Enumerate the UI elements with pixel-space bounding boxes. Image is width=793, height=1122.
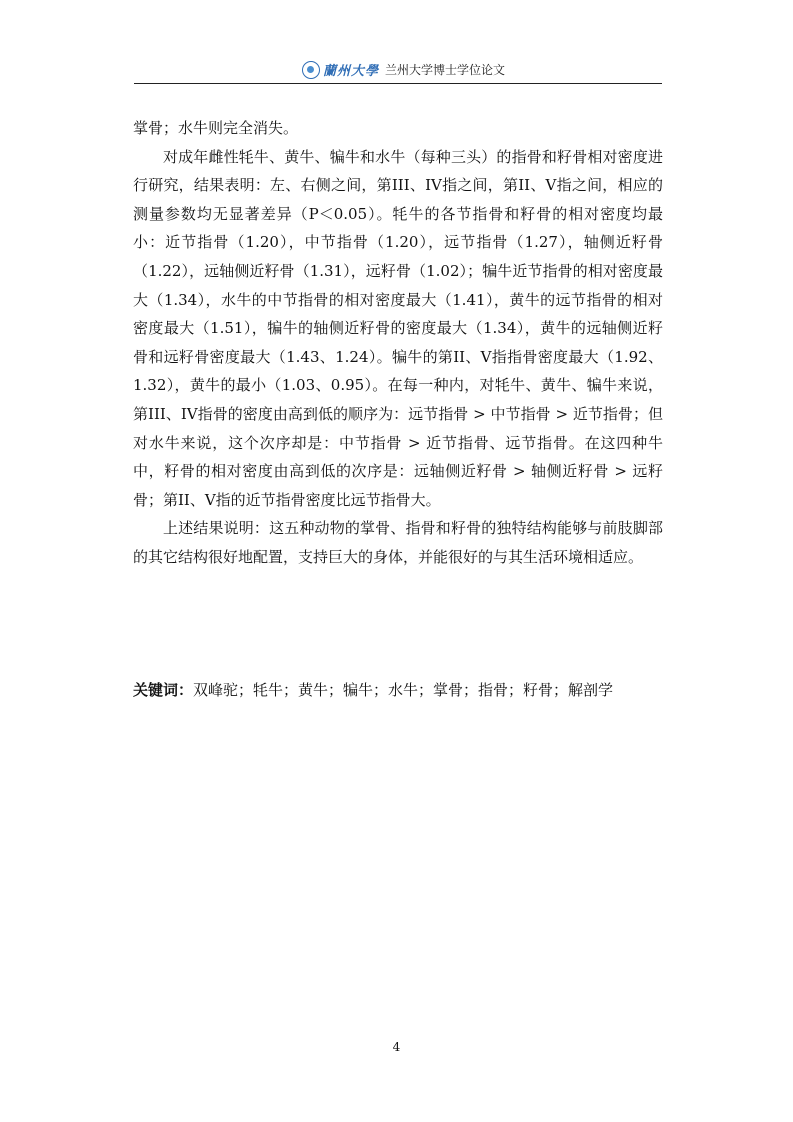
header-content: [302, 60, 505, 79]
paragraph-results: 对成年雌性牦牛、黄牛、犏牛和水牛（每种三头）的指骨和籽骨相对密度进行研究，结果表明：左、右侧之间，第III、IV指之间，第II、V指之间，相应的测量参数均无显著差异（P＜0.05）。牦牛的各节指骨和籽骨的相对密度均最小：近节指骨（1.20），中节指骨（1.20），远节指骨（1.27），轴侧近籽骨（1.22），远轴侧近籽骨（1.31），远籽骨（1.02）；犏牛近节指骨的相对密度最大（1.34），水牛的中节指骨的相对密度最大（1.41），黄牛的远节指骨的相对密度最大（1.51），犏牛的轴侧近籽骨的密度最大（1.34），黄牛的远轴侧近籽骨和远籽骨密度最大（1.43、1.24）。犏牛的第II、V指指骨密度最大（1.92、1.32），黄牛的最小（1.03、0.95）。在每一种内，对牦牛、黄牛、犏牛来说，第III、IV指骨的密度由高到低的顺序为：远节指骨 > 中节指骨 > 近节指骨；但对水牛来说，这个次序却是：中节指骨 > 近节指骨、远节指骨。在这四种牛中，籽骨的相对密度由高到低的次序是：远轴侧近籽骨 > 轴侧近籽骨 > 远籽骨；第II、V指的近节指骨密度比远节指骨大。: [133, 147, 663, 509]
page-header: [134, 56, 662, 84]
paragraph-conclusion: 上述结果说明：这五种动物的掌骨、指骨和籽骨的独特结构能够与前肢脚部的其它结构很好地配置，支持巨大的身体，并能很好的与其生活环境相适应。: [133, 519, 663, 566]
keywords-line: [133, 676, 663, 704]
paragraph-continued: 掌骨；水牛则完全消失。: [133, 119, 299, 137]
body-text: [133, 114, 663, 572]
header-title: 兰州大学博士学位论文: [385, 63, 506, 77]
keywords-label: 关键词：: [133, 681, 194, 699]
keywords-text: 双峰驼；牦牛；黄牛；犏牛；水牛；掌骨；指骨；籽骨；解剖学: [193, 681, 614, 699]
university-logo: [302, 60, 379, 79]
page-number: 4: [392, 1040, 401, 1054]
logo-text: 蘭州大學: [323, 64, 380, 79]
logo-emblem-icon: [302, 61, 320, 79]
